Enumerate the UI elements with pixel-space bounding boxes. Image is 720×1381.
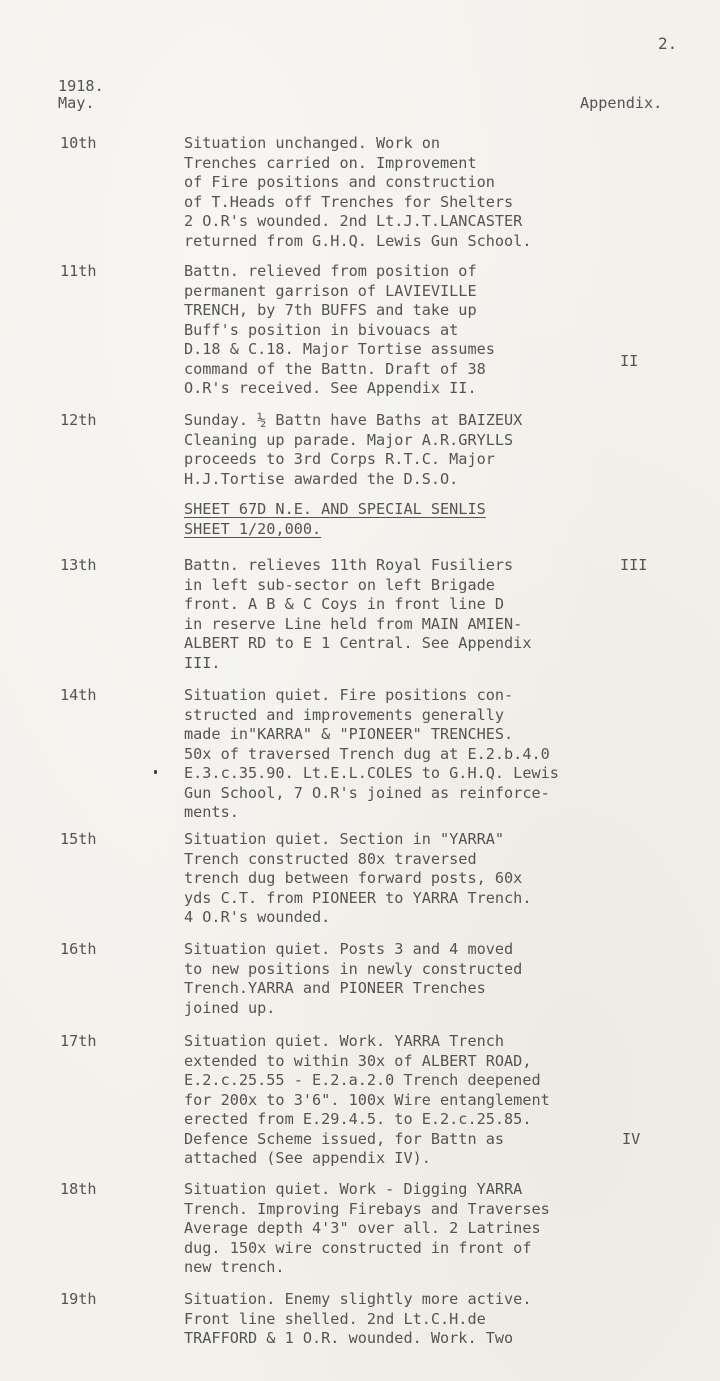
- entry-text: [184, 830, 654, 928]
- entry-line: Buff's position in bivouacs at: [184, 320, 459, 339]
- entry-line: Situation quiet. Fire positions con-: [184, 686, 514, 704]
- entry-line: 50x of traversed Trench dug at E.2.b.4.0: [184, 744, 550, 763]
- entry-line: D.18 & C.18. Major Tortise assumes: [184, 340, 495, 358]
- entry-line: Battn. relieved from position of: [184, 262, 477, 280]
- sheet-heading: [184, 500, 564, 539]
- entry-line: 2 O.R's wounded. 2nd Lt.J.T.LANCASTER: [184, 212, 523, 230]
- entry-line: Average depth 4'3" over all. 2 Latrines: [184, 1219, 541, 1237]
- entry-line: Gun School, 7 O.R's joined as reinforce-: [184, 783, 550, 802]
- entry-date: 15th: [60, 830, 97, 848]
- entry-line: ments.: [184, 803, 239, 821]
- entry-line: Defence Scheme issued, for Battn as: [184, 1129, 505, 1148]
- entry-text: [184, 262, 654, 399]
- entry-text: [184, 411, 654, 489]
- entry-text: [184, 1180, 654, 1278]
- entry-line: Situation quiet. Section in "YARRA": [184, 830, 505, 848]
- entry-line: E.3.c.35.90. Lt.E.L.COLES to G.H.Q. Lewis: [184, 764, 559, 782]
- sheet-heading-line: SHEET 67D N.E. AND SPECIAL SENLIS: [184, 500, 486, 518]
- year-heading: 1918.: [58, 77, 104, 95]
- entry-date: 16th: [60, 940, 97, 958]
- entry-text: [184, 940, 654, 1018]
- entry-line: Situation quiet. Work. YARRA Trench: [184, 1032, 505, 1050]
- entry-text: [184, 556, 654, 673]
- entry-date: 11th: [60, 262, 97, 280]
- sheet-heading-line: SHEET 1/20,000.: [184, 519, 322, 538]
- entry-line: permanent garrison of LAVIEVILLE: [184, 281, 477, 300]
- entry-text: [184, 1032, 654, 1169]
- entry-line: front. A B & C Coys in front line D: [184, 595, 505, 613]
- entry-line: in reserve Line held from MAIN AMIEN-: [184, 614, 523, 633]
- entry-date: 13th: [60, 556, 97, 574]
- entry-line: O.R's received. See Appendix II.: [184, 379, 477, 397]
- entry-line: Trenches carried on. Improvement: [184, 153, 477, 172]
- entry-date: 14th: [60, 686, 97, 704]
- entry-line: Battn. relieves 11th Royal Fusiliers: [184, 556, 514, 574]
- entry-line: erected from E.29.4.5. to E.2.c.25.85.: [184, 1110, 532, 1128]
- entry-line: in left sub-sector on left Brigade: [184, 575, 495, 594]
- entry-text: [184, 1290, 654, 1349]
- entry-line: of T.Heads off Trenches for Shelters: [184, 192, 514, 211]
- entry-line: made in"KARRA" & "PIONEER" TRENCHES.: [184, 725, 514, 743]
- entry-line: E.2.c.25.55 - E.2.a.2.0 Trench deepened: [184, 1071, 541, 1089]
- month-heading: May.: [58, 94, 95, 112]
- entry-line: Cleaning up parade. Major A.R.GRYLLS: [184, 430, 514, 449]
- entry-line: trench dug between forward posts, 60x: [184, 869, 523, 887]
- appendix-column-heading: Appendix.: [580, 94, 663, 112]
- entry-text: [184, 686, 654, 823]
- entry-line: Situation unchanged. Work on: [184, 134, 441, 152]
- entry-line: new trench.: [184, 1258, 285, 1276]
- entry-line: III.: [184, 653, 221, 672]
- entry-date: 18th: [60, 1180, 97, 1198]
- entry-line: TRENCH, by 7th BUFFS and take up: [184, 301, 477, 319]
- entry-line: TRAFFORD & 1 O.R. wounded. Work. Two: [184, 1329, 514, 1347]
- entry-line: structed and improvements generally: [184, 705, 505, 724]
- entry-line: Trench. Improving Firebays and Traverses: [184, 1199, 550, 1218]
- entry-line: Situation quiet. Work - Digging YARRA: [184, 1180, 523, 1198]
- entry-line: Trench.YARRA and PIONEER Trenches: [184, 979, 486, 997]
- entry-line: returned from G.H.Q. Lewis Gun School.: [184, 231, 532, 250]
- page-number: 2.: [658, 34, 678, 53]
- entry-line: H.J.Tortise awarded the D.S.O.: [184, 469, 459, 488]
- entry-line: ALBERT RD to E 1 Central. See Appendix: [184, 634, 532, 652]
- entry-line: Situation. Enemy slightly more active.: [184, 1290, 532, 1308]
- appendix-reference: III: [620, 556, 648, 574]
- entry-line: 4 O.R's wounded.: [184, 908, 331, 926]
- appendix-reference: IV: [622, 1130, 641, 1148]
- entry-line: of Fire positions and construction: [184, 173, 495, 191]
- entry-line: attached (See appendix IV).: [184, 1149, 431, 1167]
- entry-line: to new positions in newly constructed: [184, 959, 523, 978]
- entry-line: yds C.T. from PIONEER to YARRA Trench.: [184, 888, 532, 907]
- entry-line: joined up.: [184, 998, 276, 1017]
- ink-speck: [154, 770, 157, 774]
- appendix-reference: II: [620, 352, 639, 370]
- entry-line: command of the Battn. Draft of 38: [184, 359, 486, 378]
- entry-line: Situation quiet. Posts 3 and 4 moved: [184, 940, 514, 958]
- entry-date: 10th: [60, 134, 97, 152]
- entry-date: 17th: [60, 1032, 97, 1050]
- entry-date: 12th: [60, 411, 97, 429]
- entry-text: [184, 134, 654, 251]
- entry-line: Front line shelled. 2nd Lt.C.H.de: [184, 1309, 486, 1328]
- entry-line: for 200x to 3'6". 100x Wire entanglement: [184, 1090, 550, 1109]
- entry-line: extended to within 30x of ALBERT ROAD,: [184, 1051, 532, 1070]
- entry-line: Sunday. ½ Battn have Baths at BAIZEUX: [184, 411, 523, 429]
- entry-line: dug. 150x wire constructed in front of: [184, 1238, 532, 1257]
- entry-date: 19th: [60, 1290, 97, 1308]
- entry-line: Trench constructed 80x traversed: [184, 849, 477, 868]
- entry-line: proceeds to 3rd Corps R.T.C. Major: [184, 450, 495, 468]
